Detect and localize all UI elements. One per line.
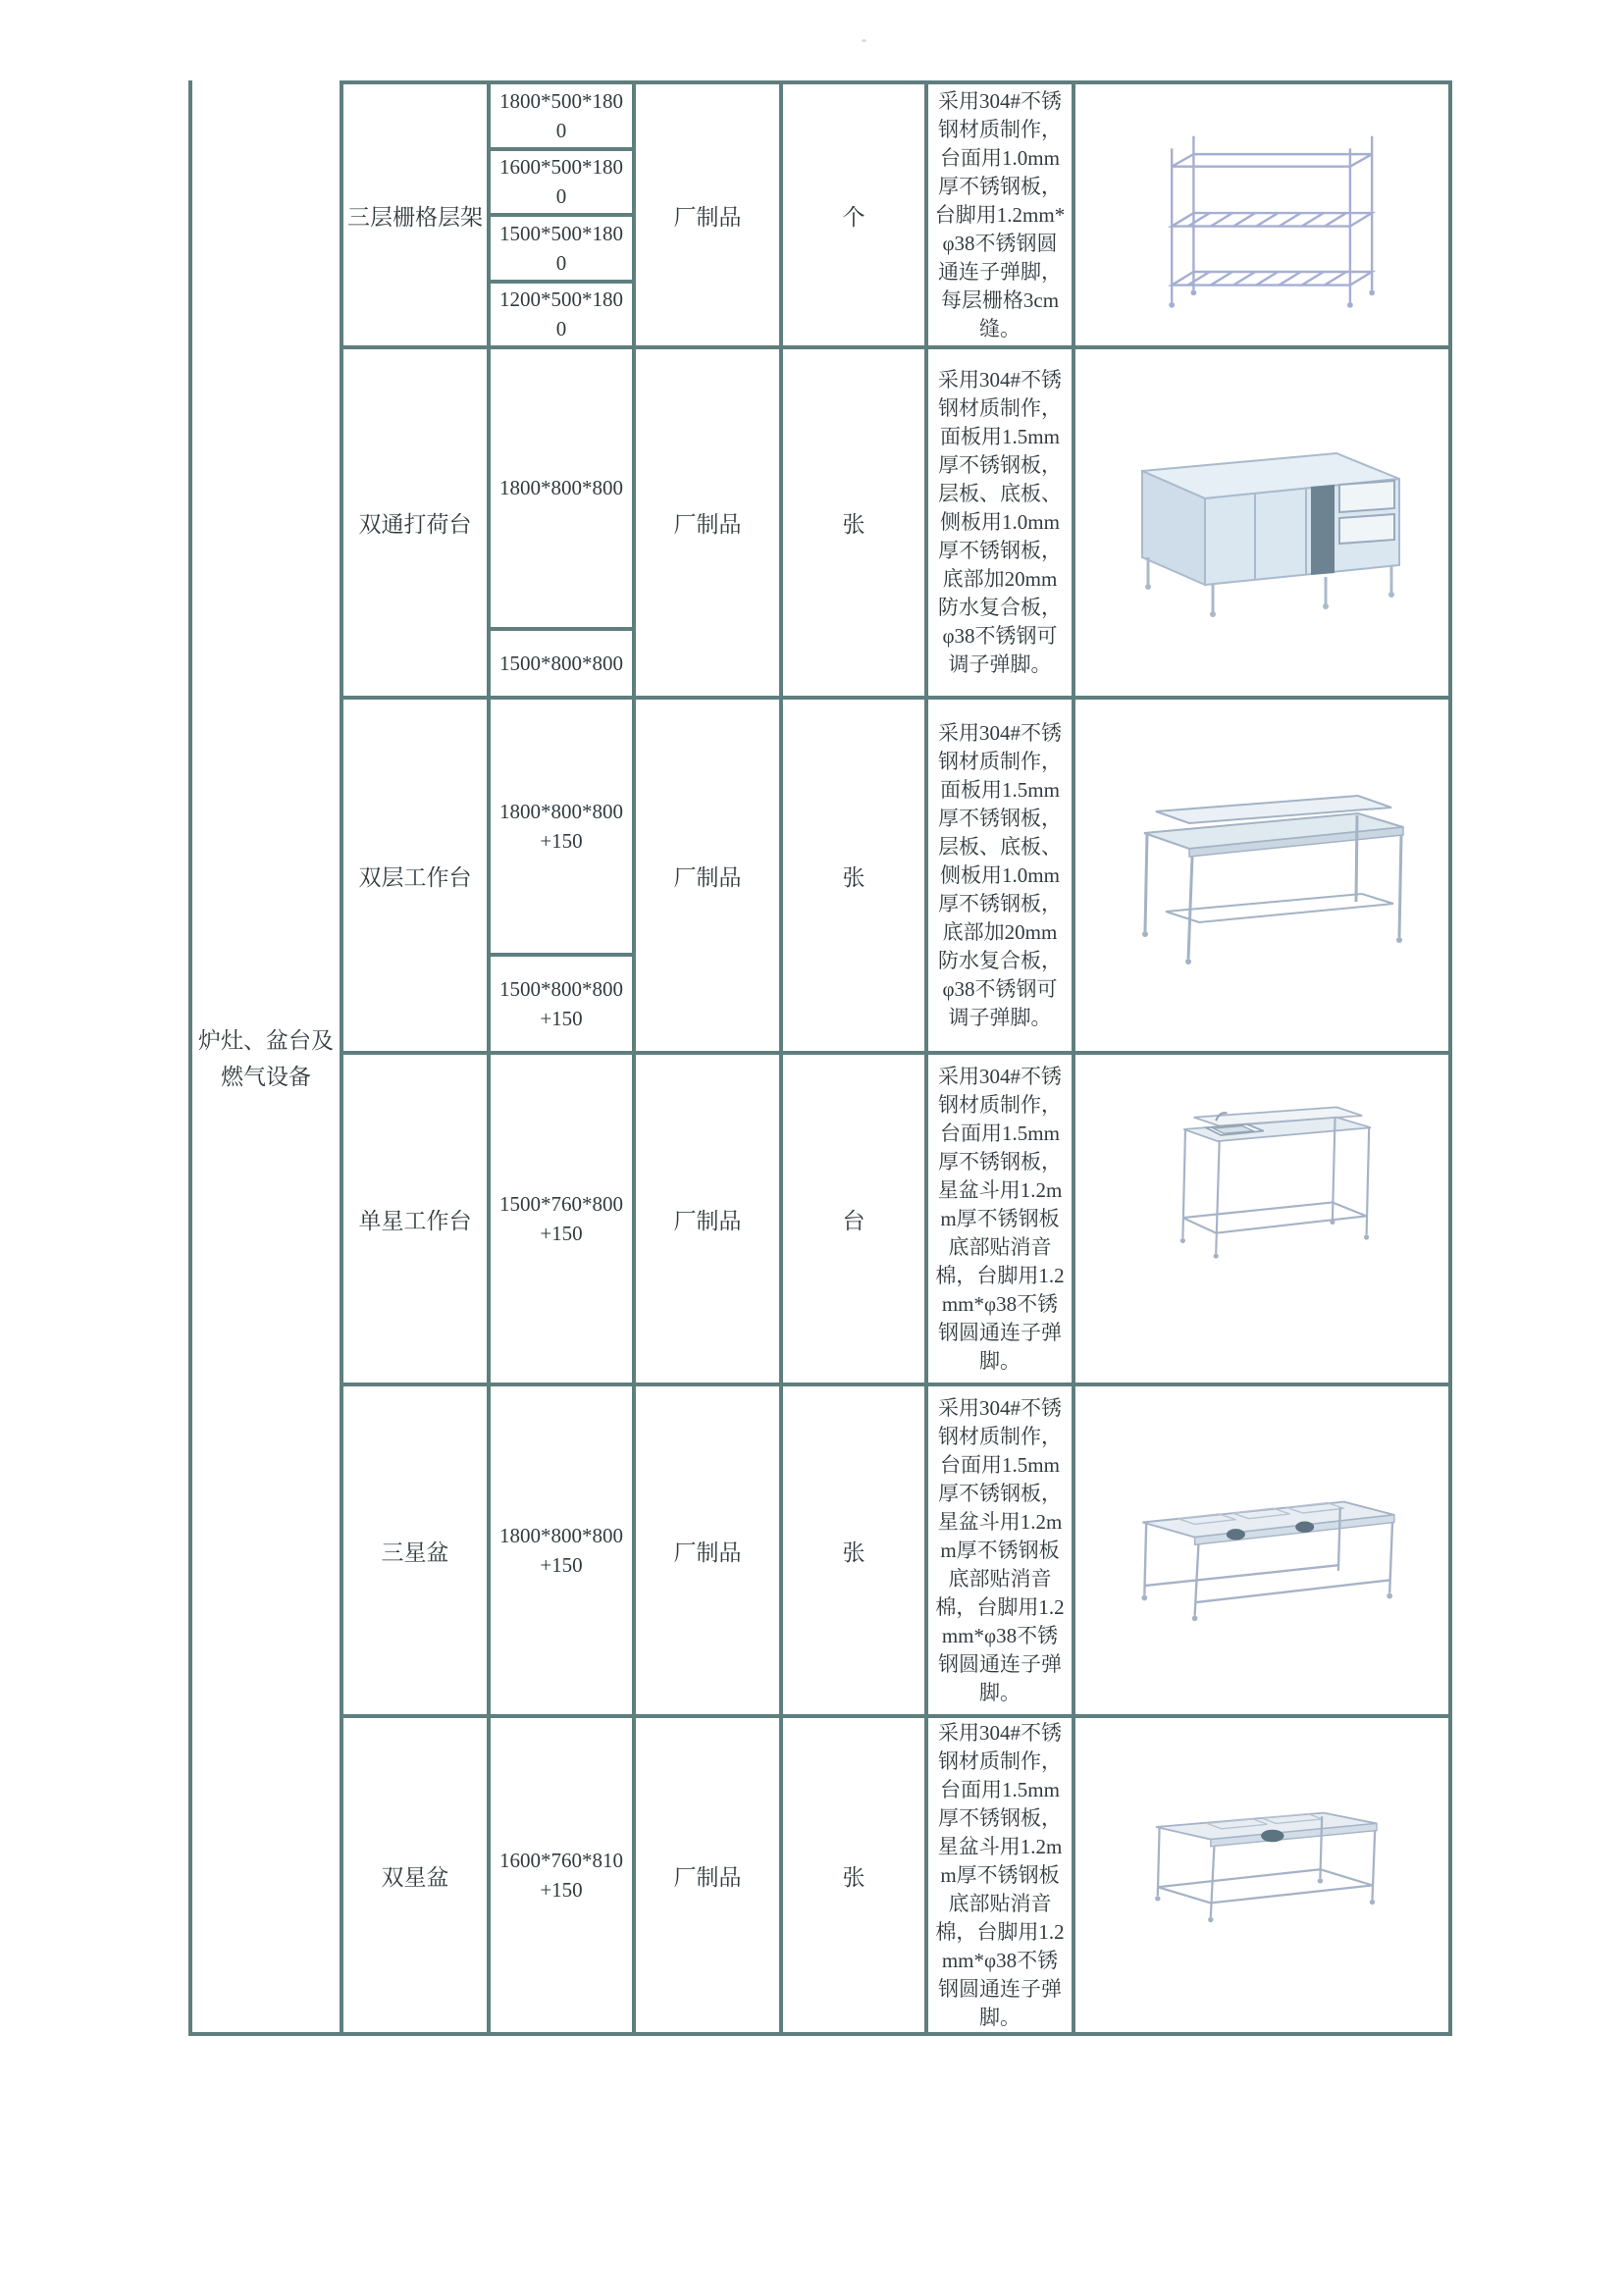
dimension-option: 1500*760*800+150 — [499, 1192, 623, 1245]
product-image-double-sink-table — [1120, 1774, 1404, 1951]
dimensions-cell — [491, 1055, 632, 1383]
dimensions-cell — [491, 1386, 632, 1714]
fabrication-cell: 厂制品 — [636, 349, 779, 696]
fabrication-cell: 厂制品 — [636, 1718, 779, 2032]
unit-cell: 张 — [783, 700, 924, 1051]
dimension-option: 1600*500*1800 — [491, 147, 632, 214]
fabrication-cell: 厂制品 — [636, 1386, 779, 1714]
description-cell: 采用304#不锈钢材质制作，台面用1.5mm厚不锈钢板，星盆斗用1.2mm厚不锈钢板底部贴消音棉，台脚用1.2mm*φ38不锈钢圆通连子弹脚。 — [928, 1386, 1072, 1714]
product-image-triple-sink-table — [1115, 1457, 1409, 1644]
product-image-cell — [1075, 84, 1448, 345]
dimensions-cell — [491, 349, 632, 696]
fabrication-cell: 厂制品 — [636, 1055, 779, 1383]
product-image-single-sink-worktable — [1134, 1088, 1389, 1284]
product-image-cell — [1075, 1386, 1448, 1714]
dimensions-cell — [491, 700, 632, 1051]
description-cell: 采用304#不锈钢材质制作，台面用1.5mm厚不锈钢板，星盆斗用1.2mm厚不锈钢板底部贴消音棉，台脚用1.2mm*φ38不锈钢圆通连子弹脚。 — [928, 1718, 1072, 2032]
product-name-cell: 双层工作台 — [343, 700, 487, 1051]
unit-cell: 个 — [783, 84, 924, 345]
dimension-option: 1500*800*800 — [491, 627, 632, 696]
description-cell: 采用304#不锈钢材质制作，台面用1.0mm厚不锈钢板，台脚用1.2mm*φ38不锈钢圆通连子弹脚，每层栅格3cm缝。 — [928, 84, 1072, 345]
product-image-double-layer-worktable — [1115, 762, 1409, 988]
product-image-double-pass-cabinet-table — [1115, 410, 1409, 636]
description-cell: 采用304#不锈钢材质制作，面板用1.5mm厚不锈钢板，层板、底板、侧板用1.0mm厚不锈钢板，底部加20mm防水复合板，φ38不锈钢可调子弹脚。 — [928, 700, 1072, 1051]
description-cell: 采用304#不锈钢材质制作，面板用1.5mm厚不锈钢板，层板、底板、侧板用1.0mm厚不锈钢板，底部加20mm防水复合板，φ38不锈钢可调子弹脚。 — [928, 349, 1072, 696]
unit-cell: 张 — [783, 1718, 924, 2032]
equipment-spec-table — [188, 80, 1452, 2036]
category-cell: 炉灶、盆台及燃气设备 — [192, 84, 340, 2032]
product-name-cell: 双通打荷台 — [343, 349, 487, 696]
fabrication-cell: 厂制品 — [636, 84, 779, 345]
unit-cell: 张 — [783, 1386, 924, 1714]
dimension-option: 1800*500*1800 — [499, 88, 623, 142]
product-name-cell: 三层栅格层架 — [343, 84, 487, 345]
table-top-border-gap — [192, 80, 340, 84]
product-name-cell: 三星盆 — [343, 1386, 487, 1714]
dimension-option: 1600*760*810+150 — [499, 1849, 623, 1902]
dimension-option: 1500*500*1800 — [491, 213, 632, 280]
unit-cell: 张 — [783, 349, 924, 696]
product-image-cell — [1075, 1718, 1448, 2032]
product-image-cell — [1075, 349, 1448, 696]
dimension-option: 1800*800*800+150 — [499, 800, 623, 854]
scan-speck — [862, 39, 866, 42]
dimension-option: 1200*500*1800 — [491, 280, 632, 346]
dimension-option: 1500*800*800+150 — [491, 953, 632, 1051]
product-image-cell — [1075, 700, 1448, 1051]
dimension-option: 1800*800*800+150 — [499, 1524, 623, 1577]
dimension-option: 1800*800*800 — [499, 476, 623, 500]
unit-cell: 台 — [783, 1055, 924, 1383]
product-image-cell — [1075, 1055, 1448, 1383]
dimensions-cell — [491, 1718, 632, 2032]
fabrication-cell: 厂制品 — [636, 700, 779, 1051]
description-cell: 采用304#不锈钢材质制作，台面用1.5mm厚不锈钢板，星盆斗用1.2mm厚不锈钢板底部贴消音棉，台脚用1.2mm*φ38不锈钢圆通连子弹脚。 — [928, 1055, 1072, 1383]
product-name-cell: 单星工作台 — [343, 1055, 487, 1383]
product-name-cell: 双星盆 — [343, 1718, 487, 2032]
dimensions-cell — [491, 84, 632, 345]
product-image-three-tier-grid-shelf — [1120, 102, 1404, 328]
